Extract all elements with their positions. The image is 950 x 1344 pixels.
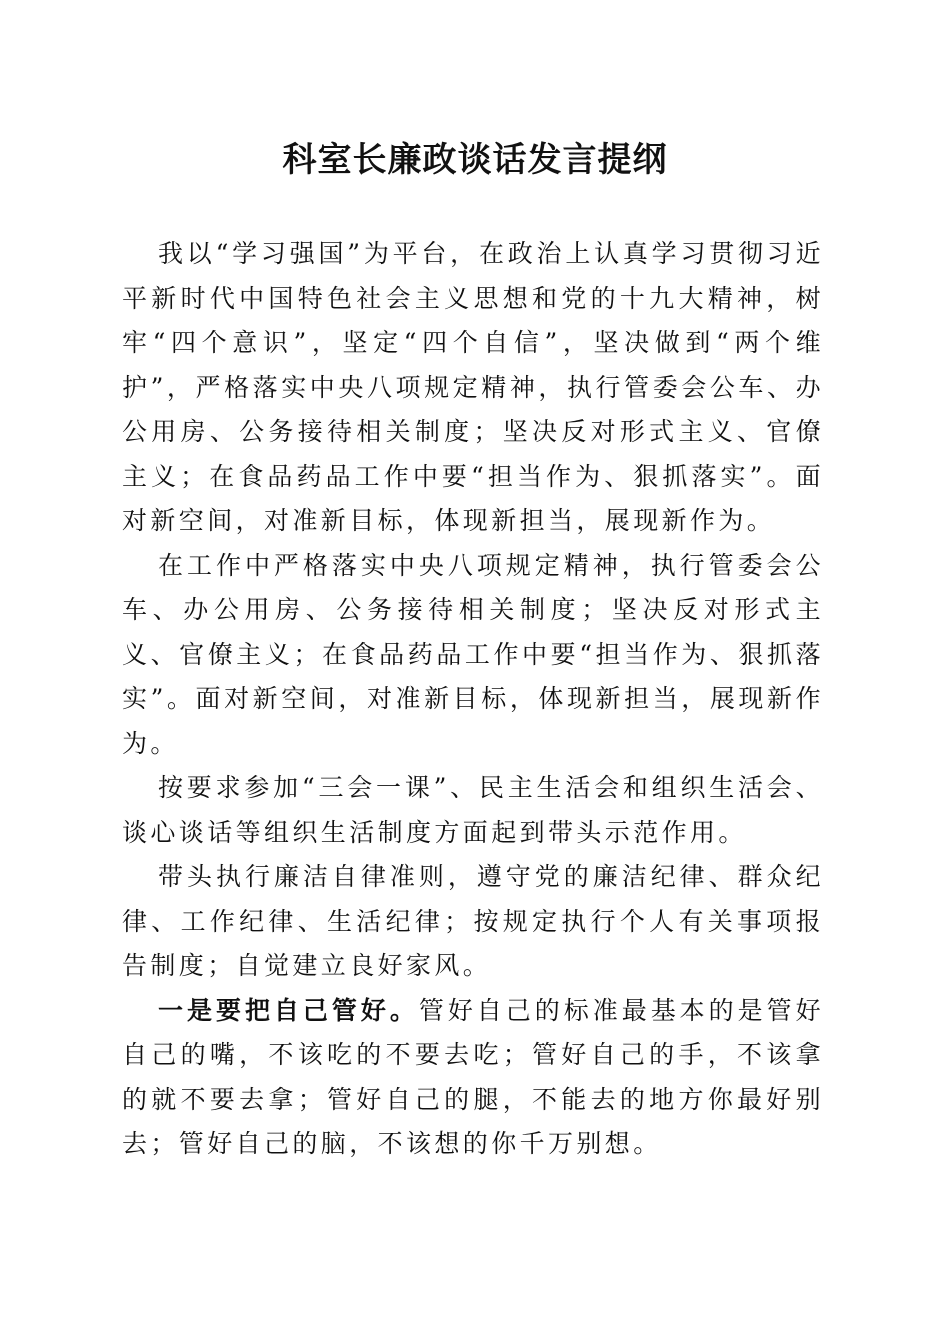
- document-title: 科室长廉政谈话发言提纲: [282, 140, 668, 180]
- paragraph-5: [122, 989, 824, 1167]
- paragraph-2: 在工作中严格落实中央八项规定精神，执行管委会公车、办公用房、公务接待相关制度；坚决反对形式主义、官僚主义；在食品药品工作中要“担当作为、狠抓落实”。面对新空间，对准新目标，体现新担当，展现新作为。: [122, 550, 824, 758]
- paragraph-3: 按要求参加“三会一课”、民主生活会和组织生活会、谈心谈话等组织生活制度方面起到带头示范作用。: [122, 773, 824, 847]
- paragraph-5-text: 管好自己的标准最基本的是管好自己的嘴，不该吃的不要去吃；管好自己的手，不该拿的就不要去拿；管好自己的腿，不能去的地方你最好别去；管好自己的脑，不该想的你千万别想。: [122, 995, 824, 1158]
- document-body: [122, 232, 824, 1167]
- paragraph-1: 我以“学习强国”为平台，在政治上认真学习贯彻习近平新时代中国特色社会主义思想和党的十九大精神，树牢“四个意识”，坚定“四个自信”，坚决做到“两个维护”，严格落实中央八项规定精神，执行管委会公车、办公用房、公务接待相关制度；坚决反对形式主义、官僚主义；在食品药品工作中要“担当作为、狠抓落实”。面对新空间，对准新目标，体现新担当，展现新作为。: [122, 239, 824, 535]
- paragraph-4: 带头执行廉洁自律准则，遵守党的廉洁纪律、群众纪律、工作纪律、生活纪律；按规定执行个人有关事项报告制度；自觉建立良好家风。: [122, 862, 824, 980]
- paragraph-5-lead: 一是要把自己管好。: [158, 995, 419, 1025]
